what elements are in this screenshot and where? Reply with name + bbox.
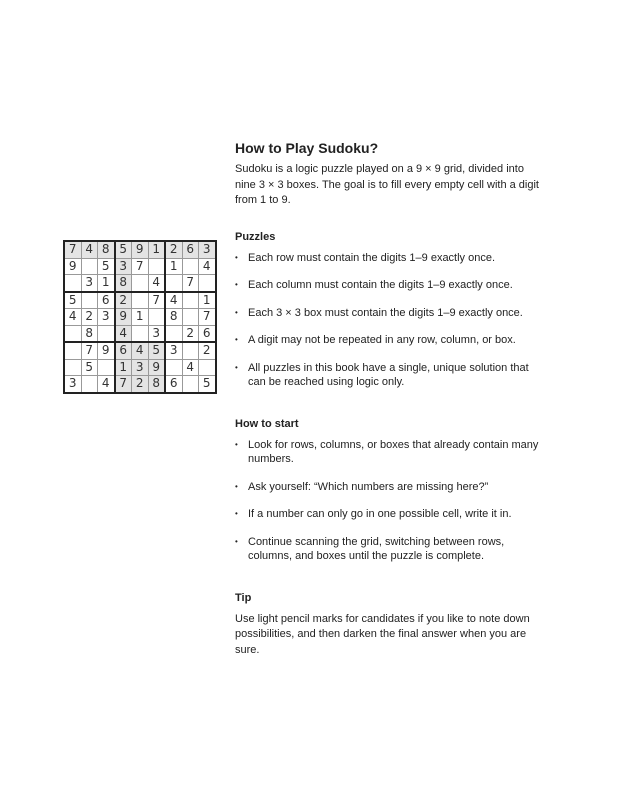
start-heading: How to start <box>235 417 299 430</box>
grid-cell: 8 <box>115 275 132 292</box>
grid-cell <box>148 309 165 326</box>
grid-cell <box>81 292 98 309</box>
grid-cell: 7 <box>64 241 81 258</box>
grid-cell <box>98 325 115 342</box>
grid-cell <box>64 325 81 342</box>
grid-cell: 5 <box>199 376 216 393</box>
grid-cell: 5 <box>148 342 165 359</box>
grid-cell: 7 <box>115 376 132 393</box>
grid-cell <box>132 275 149 292</box>
grid-cell: 3 <box>132 359 149 376</box>
grid-cell: 1 <box>132 309 149 326</box>
grid-cell <box>64 275 81 292</box>
grid-cell: 4 <box>199 258 216 275</box>
grid-cell <box>199 359 216 376</box>
grid-cell: 5 <box>64 292 81 309</box>
grid-cell: 4 <box>115 325 132 342</box>
grid-cell: 2 <box>81 309 98 326</box>
list-item: • Each row must contain the digits 1–9 exactly once. <box>235 251 545 266</box>
grid-row <box>64 309 216 326</box>
grid-row <box>64 241 216 258</box>
grid-cell: 1 <box>98 275 115 292</box>
grid-row <box>64 359 216 376</box>
grid-cell: 7 <box>148 292 165 309</box>
grid-cell: 9 <box>115 309 132 326</box>
grid-cell: 7 <box>132 258 149 275</box>
grid-cell: 7 <box>81 342 98 359</box>
puzzles-heading: Puzzles <box>235 230 276 243</box>
grid-cell: 4 <box>148 275 165 292</box>
grid-cell <box>165 359 182 376</box>
grid-cell: 3 <box>98 309 115 326</box>
grid-cell: 4 <box>64 309 81 326</box>
grid-cell: 9 <box>64 258 81 275</box>
list-item: • Ask yourself: “Which numbers are missing here?” <box>235 480 545 495</box>
grid-cell: 2 <box>182 325 199 342</box>
grid-row <box>64 342 216 359</box>
puzzles-section <box>235 231 545 390</box>
start-list <box>235 438 545 564</box>
grid-cell: 1 <box>199 292 216 309</box>
grid-cell: 3 <box>199 241 216 258</box>
grid-cell: 7 <box>182 275 199 292</box>
grid-cell: 8 <box>98 241 115 258</box>
grid-cell: 3 <box>165 342 182 359</box>
list-item: • Continue scanning the grid, switching between rows, columns, and boxes until the puzzle is complete. <box>235 535 545 564</box>
grid-cell <box>132 325 149 342</box>
grid-cell: 1 <box>115 359 132 376</box>
grid-cell <box>81 258 98 275</box>
grid-cell: 3 <box>81 275 98 292</box>
grid-cell <box>199 275 216 292</box>
grid-cell <box>182 309 199 326</box>
grid-cell: 4 <box>165 292 182 309</box>
grid-cell: 2 <box>132 376 149 393</box>
grid-cell <box>81 376 98 393</box>
grid-cell: 2 <box>115 292 132 309</box>
puzzles-list <box>235 251 545 390</box>
list-item: • Each column must contain the digits 1–9 exactly once. <box>235 278 545 293</box>
grid-cell <box>182 376 199 393</box>
grid-cell: 2 <box>199 342 216 359</box>
grid-row <box>64 292 216 309</box>
grid-cell <box>64 359 81 376</box>
tip-section <box>235 592 545 659</box>
list-item: • A digit may not be repeated in any row, column, or box. <box>235 333 545 348</box>
grid-cell: 1 <box>148 241 165 258</box>
text-column <box>235 140 545 658</box>
list-item: • All puzzles in this book have a single, unique solution that can be reached using logic only. <box>235 361 545 390</box>
grid-cell: 6 <box>199 325 216 342</box>
grid-cell: 6 <box>98 292 115 309</box>
grid-row <box>64 275 216 292</box>
grid-cell <box>98 359 115 376</box>
grid-cell: 8 <box>81 325 98 342</box>
grid-cell: 7 <box>199 309 216 326</box>
list-item: • Look for rows, columns, or boxes that already contain many numbers. <box>235 438 545 467</box>
grid-cell: 5 <box>98 258 115 275</box>
grid-cell <box>182 258 199 275</box>
grid-cell: 9 <box>132 241 149 258</box>
grid-row <box>64 376 216 393</box>
grid-cell <box>64 342 81 359</box>
grid-cell: 6 <box>182 241 199 258</box>
grid-row <box>64 325 216 342</box>
page-title: How to Play Sudoku? <box>235 140 379 156</box>
grid-cell: 3 <box>148 325 165 342</box>
grid-cell <box>165 275 182 292</box>
grid-cell <box>132 292 149 309</box>
grid-cell <box>165 325 182 342</box>
grid-cell <box>148 258 165 275</box>
start-section <box>235 418 545 564</box>
list-item: • If a number can only go in one possible cell, write it in. <box>235 507 545 522</box>
list-item: • Each 3 × 3 box must contain the digits 1–9 exactly once. <box>235 306 545 321</box>
grid-cell: 5 <box>115 241 132 258</box>
grid-cell: 8 <box>148 376 165 393</box>
grid-cell: 9 <box>98 342 115 359</box>
grid-cell: 8 <box>165 309 182 326</box>
grid-cell: 4 <box>182 359 199 376</box>
sudoku-grid <box>63 240 217 394</box>
grid-cell: 3 <box>115 258 132 275</box>
intro-text: Sudoku is a logic puzzle played on a 9 × 9 grid, divided into nine 3 × 3 boxes. The goal is to fill every empty cell with a digit from 1 to 9. <box>235 163 539 206</box>
grid-cell: 1 <box>165 258 182 275</box>
grid-cell: 2 <box>165 241 182 258</box>
grid-cell: 4 <box>98 376 115 393</box>
grid-cell: 6 <box>115 342 132 359</box>
grid-cell <box>182 342 199 359</box>
grid-cell: 3 <box>64 376 81 393</box>
tip-text: Use light pencil marks for candidates if you like to note down possibilities, and then darken the final answer when you are sure. <box>235 612 530 656</box>
tip-heading: Tip <box>235 591 252 604</box>
grid-cell: 6 <box>165 376 182 393</box>
grid-cell: 5 <box>81 359 98 376</box>
grid-cell: 9 <box>148 359 165 376</box>
grid-cell <box>182 292 199 309</box>
grid-cell: 4 <box>132 342 149 359</box>
grid-row <box>64 258 216 275</box>
grid-cell: 4 <box>81 241 98 258</box>
